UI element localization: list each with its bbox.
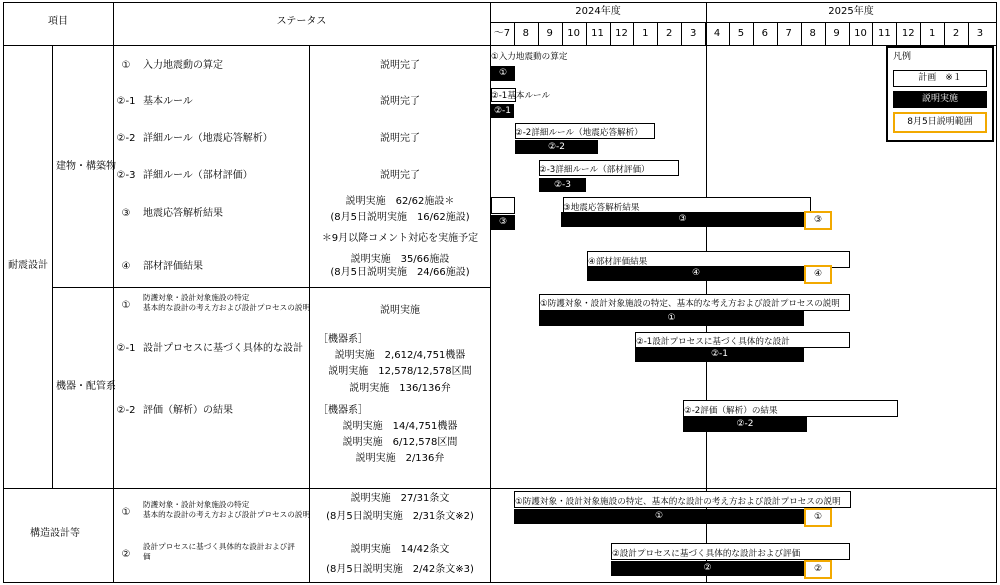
row-status: 説明実施 12,578/12,578区間	[328, 366, 472, 377]
row-name: 基本的な設計の考え方および設計プロセスの説明	[143, 303, 311, 312]
month-label: 8	[522, 28, 530, 39]
done-bar: ①	[514, 509, 804, 524]
header-year-2024: 2024年度	[575, 6, 621, 17]
plan-bar	[491, 197, 515, 214]
month-label: 3	[976, 28, 984, 39]
month-label: 4	[713, 28, 721, 39]
row-status: (8月5日説明実施 2/42条文※3)	[326, 564, 474, 575]
legend	[886, 46, 994, 142]
row-status: ［機器系］	[318, 334, 368, 345]
row-status: 説明実施 2,612/4,751機器	[334, 350, 466, 361]
row-number: ①	[121, 300, 131, 311]
done-bar: ②-2	[515, 140, 598, 154]
row-status: (8月5日説明実施 16/62施設)	[330, 212, 470, 223]
done-bar: ②-3	[539, 178, 586, 192]
legend-done: 説明実施	[893, 91, 987, 108]
row-number: ④	[121, 261, 131, 272]
month-label: 2	[666, 28, 673, 39]
month-label: 11	[591, 28, 604, 39]
done-bar: ③	[561, 212, 804, 227]
row-name: 部材評価結果	[143, 261, 203, 272]
month-label: 3	[689, 28, 697, 39]
row-status: 説明実施 35/66施設	[350, 254, 450, 265]
row-number: ②-3	[116, 170, 136, 181]
done-bar: ②-1	[491, 104, 514, 118]
row-number: ②-2	[116, 133, 136, 144]
category-building: 建物・構築物	[56, 161, 116, 172]
category-seismic: 耐震設計	[8, 260, 48, 271]
aug5-highlight: ②	[804, 560, 832, 579]
month-label: 1	[928, 28, 936, 39]
row-number: ②-1	[116, 96, 136, 107]
row-number: ②-2	[116, 405, 136, 416]
row-status: ＊9月以降コメント対応を実施予定	[321, 233, 479, 244]
month-label: 11	[877, 28, 891, 39]
row-status: 説明実施 14/42条文	[350, 544, 450, 555]
row-name: 詳細ルール（部材評価）	[143, 170, 253, 181]
bar-label: ②-1基本ルール	[491, 91, 551, 101]
bar-label: ②-3詳細ルール（部材評価）	[539, 165, 650, 175]
month-label: ～7	[493, 28, 511, 39]
month-label: 12	[615, 28, 628, 39]
bar-label: ②-1設計プロセスに基づく具体的な設計	[636, 337, 790, 347]
row-status: 説明完了	[380, 60, 420, 71]
bar-label: ②-2評価（解析）の結果	[684, 406, 778, 416]
row-name: 基本ルール	[143, 96, 193, 107]
row-status: 説明完了	[380, 96, 420, 107]
row-name: 防護対象・設計対象施設の特定	[143, 293, 250, 302]
row-name: 防護対象・設計対象施設の特定	[143, 500, 250, 509]
row-status: 説明実施 14/4,751機器	[342, 421, 458, 432]
bar-label: ②設計プロセスに基づく具体的な設計および評価	[612, 549, 801, 559]
month-label: 6	[761, 28, 769, 39]
month-label: 8	[809, 28, 816, 39]
aug5-highlight: ①	[804, 508, 832, 527]
row-name: 設計プロセスに基づく具体的な設計	[143, 343, 303, 354]
category-equipment: 機器・配管系	[56, 381, 116, 392]
header-status: ステータス	[276, 16, 327, 27]
row-number: ①	[121, 60, 131, 71]
row-name: 詳細ルール（地震応答解析）	[143, 133, 273, 144]
row-status: (8月5日説明実施 2/31条文※2)	[326, 511, 474, 522]
row-number: ②	[121, 549, 131, 560]
row-name: 基本的な設計の考え方および設計プロセスの説明	[143, 510, 311, 519]
month-label: 9	[546, 28, 553, 39]
row-status: 説明実施 27/31条文	[350, 493, 450, 504]
row-status: 説明実施 6/12,578区間	[342, 437, 458, 448]
row-status: 説明完了	[380, 170, 420, 181]
done-bar: ①	[491, 66, 515, 81]
row-name: 地震応答解析結果	[143, 208, 223, 219]
bar-label: ①入力地震動の算定	[491, 52, 568, 62]
row-status: ［機器系］	[318, 405, 368, 416]
done-bar: ③	[491, 215, 515, 230]
month-label: 7	[785, 28, 792, 39]
row-number: ③	[121, 208, 131, 219]
header-item: 項目	[48, 16, 68, 27]
bar-label: ①防護対象・設計対象施設の特定、基本的な設計の考え方および設計プロセスの説明	[515, 497, 841, 507]
row-status: 説明実施 136/136弁	[349, 383, 451, 394]
bar-label: ①防護対象・設計対象施設の特定、基本的な考え方および設計プロセスの説明	[540, 299, 840, 309]
row-status: 説明完了	[380, 133, 420, 144]
done-bar: ②-1	[635, 347, 804, 362]
row-status: (8月5日説明実施 24/66施設)	[330, 267, 470, 278]
row-status: 説明実施 2/136弁	[355, 453, 445, 464]
month-label: 1	[642, 28, 649, 39]
row-name: 価	[143, 552, 151, 561]
aug5-highlight: ③	[804, 211, 832, 230]
month-label: 10	[567, 28, 580, 39]
done-bar: ②-2	[683, 417, 807, 432]
aug5-highlight: ④	[804, 265, 832, 284]
bar-label: ②-2詳細ルール（地震応答解析）	[515, 128, 643, 138]
bar-label: ④部材評価結果	[588, 257, 648, 267]
row-number: ①	[121, 507, 131, 518]
done-bar: ①	[539, 311, 804, 326]
row-status: 説明実施	[380, 305, 420, 316]
month-label: 10	[854, 28, 867, 39]
header-year-2025: 2025年度	[828, 6, 874, 17]
done-bar: ②	[611, 561, 804, 576]
row-name: 設計プロセスに基づく具体的な設計および評	[143, 542, 295, 551]
row-name: 入力地震動の算定	[143, 60, 223, 71]
done-bar: ④	[587, 266, 805, 281]
row-number: ②-1	[116, 343, 136, 354]
row-status: 説明実施 62/62施設＊	[345, 196, 455, 207]
row-name: 評価（解析）の結果	[143, 405, 233, 416]
legend-aug5: 8月5日説明範囲	[893, 112, 987, 133]
month-label: 12	[901, 28, 915, 39]
month-label: 9	[833, 28, 840, 39]
category-structural: 構造設計等	[30, 528, 80, 539]
legend-plan: 計画 ※１	[893, 70, 987, 87]
month-label: 5	[737, 28, 745, 39]
legend-title: 凡例	[893, 52, 912, 62]
month-label: 2	[952, 28, 960, 39]
bar-label: ③地震応答解析結果	[563, 203, 640, 213]
